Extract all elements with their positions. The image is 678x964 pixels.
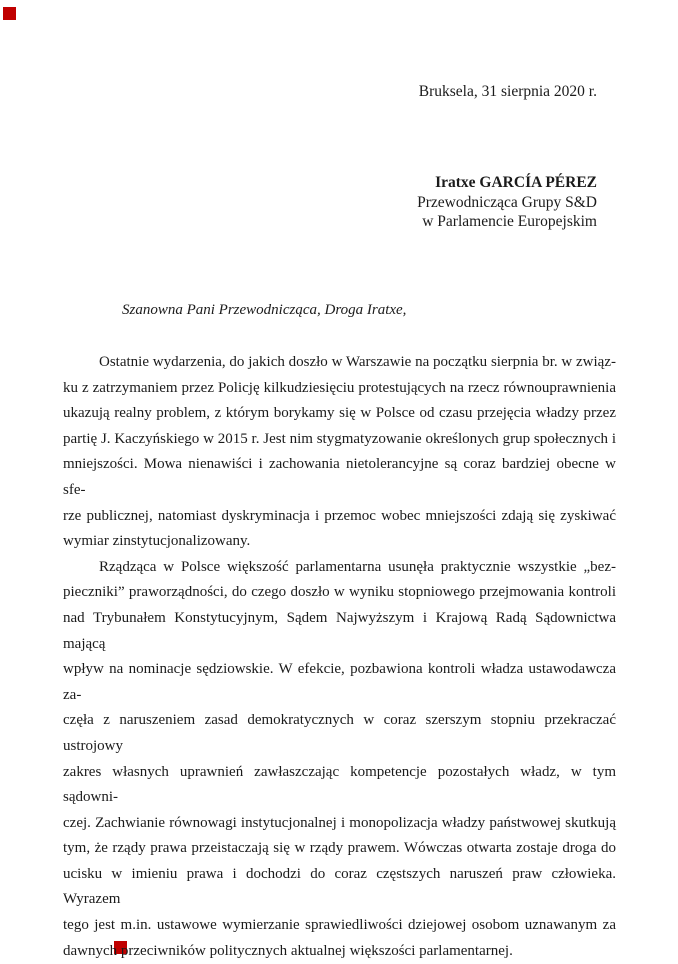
- text-line: pieczniki” praworządności, do czego doszło w wyniku stopniowego przejmowania kontroli: [63, 584, 616, 601]
- salutation: Szanowna Pani Przewodnicząca, Droga Iratxe,: [122, 302, 407, 318]
- text-line: czej. Zachwianie równowagi instytucjonalnej i monopolizacja władzy państwowej skutkują: [63, 814, 616, 831]
- recipient-organization: w Parlamencie Europejskim: [422, 213, 597, 230]
- recipient-name: Iratxe GARCÍA PÉREZ: [435, 174, 597, 191]
- text-line: wymiar zinstytucjonalizowany.: [63, 533, 251, 550]
- recipient-block: [417, 173, 597, 232]
- letter-body: [63, 350, 616, 964]
- text-line: ukazują realny problem, z którym borykamy się w Polsce od czasu przejęcia władzy przez: [63, 405, 616, 422]
- text-line: ucisku w imieniu prawa i dochodzi do coraz częstszych naruszeń praw człowieka. Wyrazem: [63, 865, 616, 908]
- text-line: tego jest m.in. ustawowe wymierzanie sprawiedliwości dziejowej osobom uznawanym za: [63, 917, 616, 934]
- text-line: wpływ na nominacje sędziowskie. W efekcie, pozbawiona kontroli władza ustawodawcza za-: [63, 661, 616, 703]
- text-line: dawnych przeciwników politycznych aktualnej większości parlamentarnej.: [63, 942, 513, 959]
- paragraph-2: [63, 555, 616, 964]
- text-line: rze publicznej, natomiast dyskryminacja i przemoc wobec mniejszości zdają się zyskiwać: [63, 507, 616, 524]
- text-line: nad Trybunałem Konstytucyjnym, Sądem Najwyższym i Krajową Radą Sądownictwa mającą: [63, 609, 616, 652]
- text-line: mniejszości. Mowa nienawiści i zachowania nietolerancyjne są coraz bardziej obecne w sfe-: [63, 456, 616, 498]
- text-line: Ostatnie wydarzenia, do jakich doszło w Warszawie na początku sierpnia br. w związ-: [99, 354, 616, 370]
- red-square-marker-top-left: [3, 7, 16, 20]
- dateline: Bruksela, 31 sierpnia 2020 r.: [418, 83, 597, 100]
- text-line: częła z naruszeniem zasad demokratycznych w coraz szerszym stopniu przekraczać ustrojowy: [63, 712, 616, 754]
- text-line: Rządząca w Polsce większość parlamentarna usunęła praktycznie wszystkie „bez-: [99, 558, 616, 575]
- text-line: zakres własnych uprawnień zawłaszczając kompetencje pozostałych władz, w tym sądowni-: [63, 763, 616, 806]
- paragraph-1: [63, 350, 616, 555]
- text-line: partię J. Kaczyńskiego w 2015 r. Jest nim stygmatyzowanie określonych grup społecznych i: [63, 430, 616, 447]
- text-line: tym, że rządy prawa przeistaczają się w rządy prawem. Wówczas otwarta zostaje droga do: [63, 840, 616, 857]
- recipient-title: Przewodnicząca Grupy S&D: [417, 193, 597, 211]
- text-line: ku z zatrzymaniem przez Policję kilkudziesięciu protestujących na rzecz równouprawnienia: [63, 379, 616, 396]
